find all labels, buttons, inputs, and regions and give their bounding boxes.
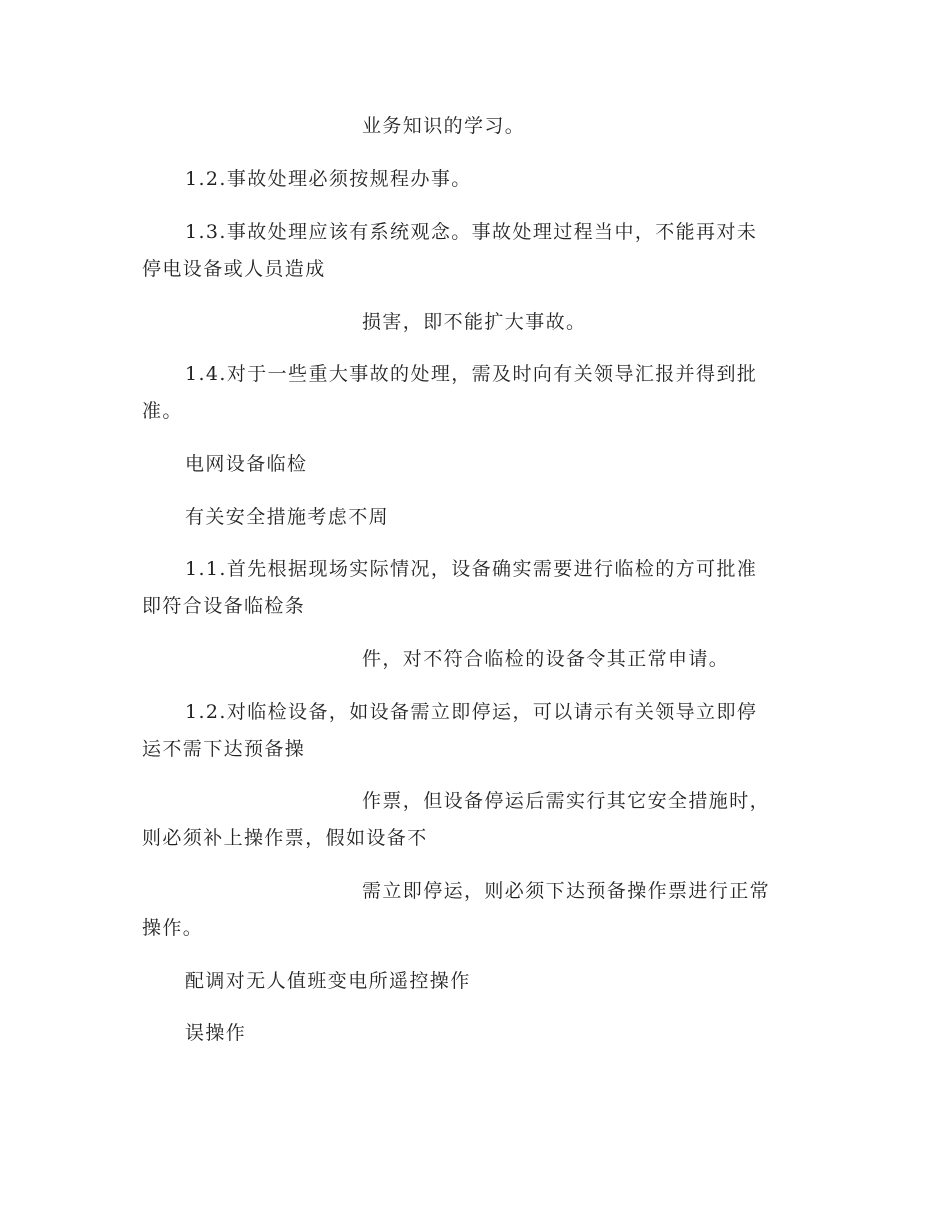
- text-line: 件，对不符合临检的设备令其正常申请。: [362, 648, 730, 670]
- text-line: 准。: [142, 400, 183, 422]
- text-line: 1.2.事故处理必须按规程办事。: [185, 168, 472, 190]
- text-line: 即符合设备临检条: [142, 595, 306, 617]
- text-line: 作票，但设备停运后需实行其它安全措施时，: [362, 790, 771, 812]
- section-heading: 电网设备临检: [185, 453, 308, 475]
- text-line: 损害，即不能扩大事故。: [362, 311, 587, 333]
- text-line: 1.3.事故处理应该有系统观念。事故处理过程当中，不能再对未: [185, 221, 758, 243]
- text-line: 则必须补上操作票，假如设备不: [142, 827, 428, 849]
- section-heading: 误操作: [185, 1022, 247, 1044]
- text-line: 1.4.对于一些重大事故的处理，需及时向有关领导汇报并得到批: [185, 363, 758, 385]
- text-line: 需立即停运，则必须下达预备操作票进行正常: [362, 880, 771, 902]
- text-line: 操作。: [142, 917, 204, 939]
- section-heading: 有关安全措施考虑不周: [185, 506, 390, 528]
- text-line: 1.2.对临检设备，如设备需立即停运，可以请示有关领导立即停: [185, 701, 758, 723]
- text-line: 1.1.首先根据现场实际情况，设备确实需要进行临检的方可批准: [185, 558, 758, 580]
- section-heading: 配调对无人值班变电所遥控操作: [185, 970, 471, 992]
- text-line: 业务知识的学习。: [362, 115, 526, 137]
- text-line: 运不需下达预备操: [142, 738, 306, 760]
- text-line: 停电设备或人员造成: [142, 258, 326, 280]
